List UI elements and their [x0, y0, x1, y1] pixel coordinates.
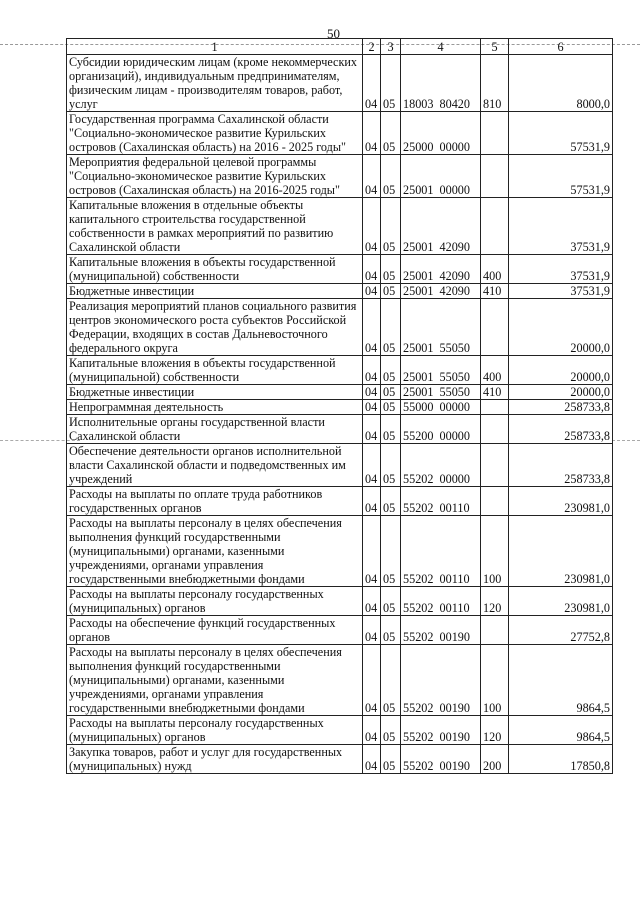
cell-sum: 258733,8: [509, 400, 613, 415]
row-description: Расходы на выплаты персоналу государственных (муниципальных) органов: [67, 587, 363, 616]
cell-pr: 05: [381, 299, 401, 356]
cell-rz: 04: [363, 415, 381, 444]
cell-vr: [481, 487, 509, 516]
cell-sum: 8000,0: [509, 55, 613, 112]
cell-csr: 55202 00110: [401, 516, 481, 587]
cell-sum: 20000,0: [509, 356, 613, 385]
cell-rz: 04: [363, 487, 381, 516]
cell-sum: 37531,9: [509, 198, 613, 255]
cell-vr: 410: [481, 385, 509, 400]
cell-sum: 37531,9: [509, 284, 613, 299]
cell-vr: 100: [481, 516, 509, 587]
row-description: Расходы на выплаты персоналу государственных (муниципальных) органов: [67, 716, 363, 745]
cell-vr: [481, 616, 509, 645]
table-row: [67, 356, 613, 385]
cell-pr: 05: [381, 415, 401, 444]
cell-csr: 55202 00190: [401, 745, 481, 774]
cell-csr: 55202 00190: [401, 716, 481, 745]
row-description: Субсидии юридическим лицам (кроме некоммерческих организаций), индивидуальным предпринимателям, физическим лицам - производителям товаров, работ, услуг: [67, 55, 363, 112]
budget-table: [66, 38, 613, 774]
cell-rz: 04: [363, 155, 381, 198]
cell-vr: [481, 299, 509, 356]
cell-rz: 04: [363, 112, 381, 155]
cell-rz: 04: [363, 616, 381, 645]
row-description: Исполнительные органы государственной власти Сахалинской области: [67, 415, 363, 444]
row-description: Капитальные вложения в объекты государственной (муниципальной) собственности: [67, 255, 363, 284]
cell-sum: 230981,0: [509, 587, 613, 616]
cell-csr: 55202 00110: [401, 587, 481, 616]
cell-sum: 20000,0: [509, 385, 613, 400]
cell-sum: 230981,0: [509, 516, 613, 587]
table-row: [67, 444, 613, 487]
cell-pr: 05: [381, 400, 401, 415]
cell-vr: 120: [481, 716, 509, 745]
cell-vr: [481, 155, 509, 198]
column-header: 3: [381, 39, 401, 55]
scan-artifact-line: [612, 440, 640, 441]
table-row: [67, 400, 613, 415]
cell-csr: 55202 00000: [401, 444, 481, 487]
cell-rz: 04: [363, 645, 381, 716]
cell-csr: 25000 00000: [401, 112, 481, 155]
row-description: Расходы на выплаты персоналу в целях обеспечения выполнения функций государственными (муниципальными) органами, казенными учреждениями, органами управления государственными внебюджетными фондами: [67, 645, 363, 716]
cell-vr: [481, 400, 509, 415]
row-description: Государственная программа Сахалинской области "Социально-экономическое развитие Курильских островов (Сахалинская область) на 2016 - 2025 годы": [67, 112, 363, 155]
cell-vr: [481, 198, 509, 255]
cell-rz: 04: [363, 745, 381, 774]
cell-vr: [481, 112, 509, 155]
column-header: 5: [481, 39, 509, 55]
row-description: Реализация мероприятий планов социального развития центров экономического роста субъектов Российской Федерации, входящих в состав Дальневосточного федерального округа: [67, 299, 363, 356]
row-description: Капитальные вложения в объекты государственной (муниципальной) собственности: [67, 356, 363, 385]
cell-csr: 25001 42090: [401, 198, 481, 255]
cell-csr: 18003 80420: [401, 55, 481, 112]
cell-rz: 04: [363, 587, 381, 616]
table-row: [67, 299, 613, 356]
table-row: [67, 587, 613, 616]
cell-vr: [481, 444, 509, 487]
cell-rz: 04: [363, 516, 381, 587]
cell-vr: 120: [481, 587, 509, 616]
cell-rz: 04: [363, 299, 381, 356]
row-description: Обеспечение деятельности органов исполнительной власти Сахалинской области и подведомственных им учреждений: [67, 444, 363, 487]
table-row: [67, 255, 613, 284]
cell-sum: 17850,8: [509, 745, 613, 774]
cell-rz: 04: [363, 385, 381, 400]
cell-rz: 04: [363, 284, 381, 299]
cell-rz: 04: [363, 716, 381, 745]
row-description: Бюджетные инвестиции: [67, 385, 363, 400]
cell-rz: 04: [363, 400, 381, 415]
table-row: [67, 55, 613, 112]
cell-csr: 55202 00190: [401, 616, 481, 645]
row-description: Расходы на выплаты персоналу в целях обеспечения выполнения функций государственными (муниципальными) органами, казенными учреждениями, органами управления государственными внебюджетными фондами: [67, 516, 363, 587]
cell-pr: 05: [381, 55, 401, 112]
table-row: [67, 112, 613, 155]
cell-pr: 05: [381, 385, 401, 400]
cell-csr: 55202 00110: [401, 487, 481, 516]
cell-rz: 04: [363, 356, 381, 385]
cell-pr: 05: [381, 516, 401, 587]
cell-csr: 25001 55050: [401, 299, 481, 356]
table-row: [67, 516, 613, 587]
cell-sum: 230981,0: [509, 487, 613, 516]
cell-csr: 25001 42090: [401, 284, 481, 299]
cell-vr: 200: [481, 745, 509, 774]
cell-csr: 25001 55050: [401, 356, 481, 385]
cell-sum: 57531,9: [509, 112, 613, 155]
cell-rz: 04: [363, 198, 381, 255]
cell-vr: 100: [481, 645, 509, 716]
cell-sum: 9864,5: [509, 716, 613, 745]
cell-sum: 258733,8: [509, 415, 613, 444]
cell-vr: 400: [481, 356, 509, 385]
row-description: Закупка товаров, работ и услуг для государственных (муниципальных) нужд: [67, 745, 363, 774]
cell-csr: 55202 00190: [401, 645, 481, 716]
cell-pr: 05: [381, 255, 401, 284]
row-description: Расходы на выплаты по оплате труда работников государственных органов: [67, 487, 363, 516]
cell-vr: 410: [481, 284, 509, 299]
cell-rz: 04: [363, 444, 381, 487]
cell-pr: 05: [381, 356, 401, 385]
cell-csr: 25001 55050: [401, 385, 481, 400]
cell-pr: 05: [381, 284, 401, 299]
table-row: [67, 284, 613, 299]
column-header: 4: [401, 39, 481, 55]
page-number: 50: [327, 26, 340, 41]
table-row: [67, 198, 613, 255]
cell-pr: 05: [381, 155, 401, 198]
cell-sum: 37531,9: [509, 255, 613, 284]
row-description: Расходы на обеспечение функций государственных органов: [67, 616, 363, 645]
table-row: [67, 716, 613, 745]
cell-pr: 05: [381, 616, 401, 645]
table-row: [67, 487, 613, 516]
row-description: Бюджетные инвестиции: [67, 284, 363, 299]
cell-sum: 20000,0: [509, 299, 613, 356]
cell-csr: 25001 00000: [401, 155, 481, 198]
table-header-row: [67, 39, 613, 55]
cell-csr: 55000 00000: [401, 400, 481, 415]
cell-pr: 05: [381, 645, 401, 716]
cell-pr: 05: [381, 745, 401, 774]
cell-sum: 9864,5: [509, 645, 613, 716]
column-header: 1: [67, 39, 363, 55]
column-header: 2: [363, 39, 381, 55]
cell-sum: 57531,9: [509, 155, 613, 198]
cell-pr: 05: [381, 112, 401, 155]
cell-rz: 04: [363, 255, 381, 284]
cell-pr: 05: [381, 198, 401, 255]
cell-pr: 05: [381, 587, 401, 616]
table-row: [67, 616, 613, 645]
cell-pr: 05: [381, 444, 401, 487]
column-header: 6: [509, 39, 613, 55]
row-description: Капитальные вложения в отдельные объекты капитального строительства государственной собственности в рамках мероприятий по развитию Сахалинской области: [67, 198, 363, 255]
cell-pr: 05: [381, 716, 401, 745]
table-row: [67, 385, 613, 400]
cell-csr: 55200 00000: [401, 415, 481, 444]
cell-vr: 810: [481, 55, 509, 112]
cell-csr: 25001 42090: [401, 255, 481, 284]
table-row: [67, 645, 613, 716]
cell-sum: 27752,8: [509, 616, 613, 645]
row-description: Мероприятия федеральной целевой программы "Социально-экономическое развитие Курильских островов (Сахалинская область) на 2016-2025 годы": [67, 155, 363, 198]
row-description: Непрограммная деятельность: [67, 400, 363, 415]
cell-vr: 400: [481, 255, 509, 284]
cell-pr: 05: [381, 487, 401, 516]
cell-rz: 04: [363, 55, 381, 112]
cell-vr: [481, 415, 509, 444]
cell-sum: 258733,8: [509, 444, 613, 487]
table-row: [67, 415, 613, 444]
table-row: [67, 155, 613, 198]
table-row: [67, 745, 613, 774]
